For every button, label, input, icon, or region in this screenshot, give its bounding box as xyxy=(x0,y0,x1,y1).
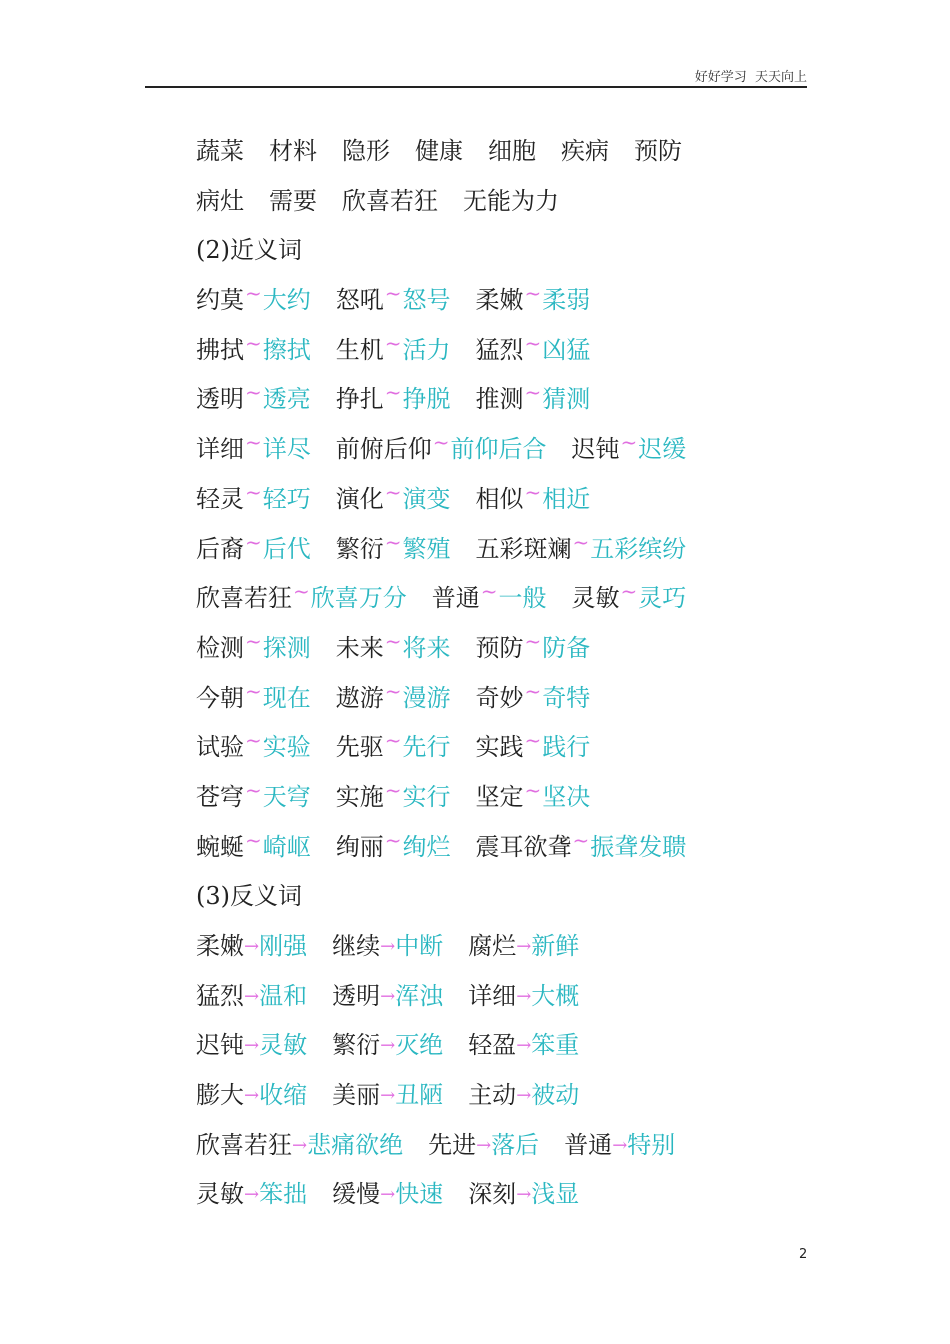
synonym-answer: 实行 xyxy=(402,782,451,811)
antonym-answer: 被动 xyxy=(531,1081,580,1110)
antonym-pair xyxy=(332,972,443,1024)
synonym-answer: 五彩缤纷 xyxy=(590,534,687,563)
term: 灵敏 xyxy=(571,584,620,613)
term: 迟钝 xyxy=(571,435,620,464)
tilde-mark: ~ xyxy=(245,827,262,852)
antonym-answer: 特别 xyxy=(627,1130,676,1159)
term: 普通 xyxy=(431,584,480,613)
synonym-answer: 崎岖 xyxy=(262,832,311,861)
tilde-mark: ~ xyxy=(245,678,262,703)
tilde-mark: ~ xyxy=(384,827,402,852)
antonym-answer: 丑陋 xyxy=(395,1081,444,1110)
arrow-icon: → xyxy=(516,1085,532,1107)
antonym-pair xyxy=(196,922,307,974)
tilde-mark: ~ xyxy=(245,728,262,753)
tilde-mark: ~ xyxy=(524,678,542,703)
arrow-icon: → xyxy=(292,1134,308,1156)
synonym-answer: 繁殖 xyxy=(402,534,451,563)
antonym-answer: 中断 xyxy=(395,932,444,960)
vocab-word: 蔬菜 xyxy=(196,137,244,165)
section-title-antonyms: (3)反义词 xyxy=(196,882,302,911)
term: 繁衍 xyxy=(332,1031,381,1060)
synonym-answer: 擦拭 xyxy=(262,335,311,364)
term: 拂拭 xyxy=(196,335,244,364)
antonym-answer: 大概 xyxy=(531,981,580,1010)
synonym-answer: 灵巧 xyxy=(638,584,687,613)
synonym-pair xyxy=(196,276,311,327)
tilde-mark: ~ xyxy=(572,529,590,554)
tilde-mark: ~ xyxy=(572,827,590,852)
term: 柔嫩 xyxy=(196,932,244,960)
antonym-row xyxy=(196,922,836,972)
arrow-icon: → xyxy=(380,985,396,1007)
synonym-answer: 柔弱 xyxy=(542,286,591,315)
antonym-answer: 笨重 xyxy=(531,1031,580,1060)
synonym-pair xyxy=(336,823,451,874)
tilde-mark: ~ xyxy=(384,380,402,405)
vocab-word: 需要 xyxy=(269,186,317,215)
arrow-icon: → xyxy=(380,936,396,957)
antonym-pair xyxy=(196,972,307,1024)
arrow-icon: → xyxy=(244,936,260,957)
term: 猛烈 xyxy=(475,335,524,364)
arrow-icon: → xyxy=(516,936,532,957)
term: 柔嫩 xyxy=(475,286,524,315)
section-title-synonyms: (2)近义词 xyxy=(196,236,302,265)
term: 繁衍 xyxy=(335,534,384,563)
tilde-mark: ~ xyxy=(620,579,638,604)
synonym-answer: 凶猛 xyxy=(542,335,591,364)
antonym-pair xyxy=(468,1170,579,1222)
term: 继续 xyxy=(332,932,381,960)
term: 膨大 xyxy=(196,1081,244,1110)
synonym-answer: 详尽 xyxy=(262,435,311,464)
synonym-pair xyxy=(196,624,311,675)
synonym-pair xyxy=(196,525,311,576)
synonym-pair xyxy=(196,773,311,824)
term: 主动 xyxy=(468,1081,517,1110)
synonym-answer: 将来 xyxy=(402,633,451,662)
term: 检测 xyxy=(196,633,244,662)
document-body xyxy=(196,127,836,1220)
arrow-icon: → xyxy=(380,1035,396,1057)
synonym-pair xyxy=(336,326,451,377)
arrow-icon: → xyxy=(516,1035,532,1057)
tilde-mark: ~ xyxy=(245,529,262,554)
antonym-answer: 灭绝 xyxy=(395,1031,444,1060)
vocab-word: 隐形 xyxy=(342,137,390,165)
term: 先进 xyxy=(428,1130,477,1159)
tilde-mark: ~ xyxy=(524,380,542,405)
synonym-row xyxy=(196,823,836,873)
tilde-mark: ~ xyxy=(524,479,542,504)
arrow-icon: → xyxy=(612,1134,628,1156)
antonym-answer: 灵敏 xyxy=(259,1031,308,1060)
term: 迟钝 xyxy=(196,1031,244,1060)
synonym-pair xyxy=(476,624,591,675)
synonym-pair xyxy=(476,773,591,824)
synonym-row xyxy=(196,624,836,674)
synonym-row xyxy=(196,773,836,823)
synonym-row xyxy=(196,375,836,425)
term: 轻灵 xyxy=(196,484,244,513)
term: 演化 xyxy=(335,484,384,513)
synonym-pair xyxy=(196,425,311,476)
antonym-pair xyxy=(428,1121,539,1173)
synonym-row xyxy=(196,475,836,525)
term: 透明 xyxy=(196,385,244,414)
antonym-pair xyxy=(468,1071,579,1123)
antonym-answer: 浑浊 xyxy=(395,981,444,1010)
synonym-pair xyxy=(476,723,591,774)
synonym-pair xyxy=(476,276,591,327)
term: 前俯后仰 xyxy=(335,435,432,464)
tilde-mark: ~ xyxy=(293,579,310,604)
synonym-answer: 防备 xyxy=(542,633,591,662)
synonym-answer: 天穹 xyxy=(262,782,311,811)
word-list-row xyxy=(196,177,836,227)
arrow-icon: → xyxy=(380,1184,396,1206)
synonym-answer: 漫游 xyxy=(402,683,451,712)
antonym-answer: 落后 xyxy=(491,1130,540,1159)
vocab-word: 细胞 xyxy=(488,137,536,165)
term: 美丽 xyxy=(332,1081,381,1110)
vocab-word: 预防 xyxy=(634,137,682,165)
antonym-row xyxy=(196,972,836,1022)
synonym-row xyxy=(196,276,836,326)
term: 挣扎 xyxy=(335,385,384,414)
page-header xyxy=(145,62,807,88)
antonym-pair xyxy=(468,922,579,974)
synonym-answer: 演变 xyxy=(402,484,451,513)
synonym-row xyxy=(196,525,836,575)
arrow-icon: → xyxy=(244,1085,260,1107)
term: 缓慢 xyxy=(332,1180,381,1209)
vocab-word: 病灶 xyxy=(196,186,244,215)
tilde-mark: ~ xyxy=(384,330,402,355)
term: 相似 xyxy=(475,484,524,513)
term: 五彩斑斓 xyxy=(475,534,572,563)
term: 试验 xyxy=(196,733,244,762)
synonym-pair xyxy=(336,723,451,774)
term: 绚丽 xyxy=(335,832,384,861)
synonym-answer: 后代 xyxy=(262,534,311,563)
synonym-pair xyxy=(476,525,687,576)
synonym-pair xyxy=(196,823,311,874)
synonym-answer: 现在 xyxy=(262,683,311,712)
tilde-mark: ~ xyxy=(432,430,450,455)
synonym-answer: 大约 xyxy=(262,286,311,315)
term: 先驱 xyxy=(335,733,384,762)
synonym-pair xyxy=(336,276,451,327)
tilde-mark: ~ xyxy=(384,529,402,554)
synonym-pair xyxy=(196,723,311,774)
synonym-answer: 轻巧 xyxy=(262,484,311,513)
vocab-word: 疾病 xyxy=(561,137,609,165)
term: 怒吼 xyxy=(335,286,384,315)
synonym-pair xyxy=(196,475,311,526)
antonym-answer: 温和 xyxy=(259,981,308,1010)
synonym-pair xyxy=(476,475,591,526)
synonym-pair xyxy=(336,525,451,576)
tilde-mark: ~ xyxy=(384,281,402,306)
synonym-answer: 先行 xyxy=(402,733,451,762)
synonym-answer: 挣脱 xyxy=(402,385,451,414)
tilde-mark: ~ xyxy=(245,380,262,405)
tilde-mark: ~ xyxy=(384,777,402,802)
antonym-answer: 笨拙 xyxy=(259,1180,308,1209)
tilde-mark: ~ xyxy=(245,281,262,306)
term: 未来 xyxy=(335,633,384,662)
synonym-row xyxy=(196,674,836,724)
antonym-pair xyxy=(332,1021,443,1073)
synonym-row xyxy=(196,574,836,624)
synonym-answer: 怒号 xyxy=(402,286,451,315)
synonym-pair xyxy=(336,375,451,426)
antonym-pair xyxy=(332,922,443,974)
term: 坚定 xyxy=(475,782,524,811)
synonym-answer: 迟缓 xyxy=(638,435,687,464)
term: 约莫 xyxy=(196,286,244,315)
synonym-pair xyxy=(476,674,591,725)
tilde-mark: ~ xyxy=(245,330,262,355)
antonym-answer: 新鲜 xyxy=(531,932,580,960)
term: 推测 xyxy=(475,385,524,414)
synonym-pair xyxy=(476,375,591,426)
synonym-pair xyxy=(336,475,451,526)
tilde-mark: ~ xyxy=(384,678,402,703)
synonym-pair xyxy=(336,674,451,725)
synonym-answer: 欣喜万分 xyxy=(310,584,407,613)
arrow-icon: → xyxy=(516,1184,532,1206)
synonym-pair xyxy=(196,375,311,426)
arrow-icon: → xyxy=(244,985,260,1007)
header-text: 好好学习 天天向上 xyxy=(694,70,807,85)
term: 轻盈 xyxy=(468,1031,517,1060)
synonym-answer: 振聋发聩 xyxy=(590,832,687,861)
synonym-answer: 猜测 xyxy=(542,385,591,414)
synonym-answer: 奇特 xyxy=(542,683,591,712)
synonym-pair xyxy=(336,773,451,824)
antonym-row xyxy=(196,1170,836,1220)
term: 后裔 xyxy=(196,534,244,563)
term: 灵敏 xyxy=(196,1180,244,1209)
tilde-mark: ~ xyxy=(524,728,542,753)
term: 预防 xyxy=(475,633,524,662)
synonym-row xyxy=(196,425,836,475)
term: 震耳欲聋 xyxy=(475,832,572,861)
synonym-answer: 实验 xyxy=(262,733,311,762)
antonym-answer: 悲痛欲绝 xyxy=(307,1130,404,1159)
term: 详细 xyxy=(468,981,517,1010)
synonym-pair xyxy=(572,425,687,476)
term: 深刻 xyxy=(468,1180,517,1209)
synonym-answer: 前仰后合 xyxy=(450,435,547,464)
vocab-word: 欣喜若狂 xyxy=(342,186,438,215)
term: 苍穹 xyxy=(196,782,244,811)
tilde-mark: ~ xyxy=(245,628,262,653)
antonym-answer: 浅显 xyxy=(531,1180,580,1209)
antonym-pair xyxy=(564,1121,675,1173)
term: 猛烈 xyxy=(196,981,244,1010)
synonym-answer: 践行 xyxy=(542,733,591,762)
antonym-answer: 收缩 xyxy=(259,1081,308,1110)
antonym-pair xyxy=(196,1170,307,1222)
synonym-answer: 一般 xyxy=(498,584,547,613)
antonym-pair xyxy=(196,1121,403,1173)
term: 欣喜若狂 xyxy=(196,1130,292,1159)
term: 实施 xyxy=(335,782,384,811)
synonym-pair xyxy=(572,574,687,625)
term: 遨游 xyxy=(335,683,384,712)
synonym-pair xyxy=(336,425,547,476)
synonym-pair xyxy=(336,624,451,675)
synonym-pair xyxy=(196,574,407,625)
term: 蜿蜒 xyxy=(196,832,244,861)
term: 欣喜若狂 xyxy=(196,584,292,613)
synonym-pair xyxy=(476,823,687,874)
vocab-word: 健康 xyxy=(415,137,463,165)
arrow-icon: → xyxy=(244,1184,260,1206)
synonym-answer: 绚烂 xyxy=(402,832,451,861)
term: 奇妙 xyxy=(475,683,524,712)
term: 腐烂 xyxy=(468,932,517,960)
term: 生机 xyxy=(335,335,384,364)
synonym-pair xyxy=(196,674,311,725)
synonym-answer: 活力 xyxy=(402,335,451,364)
vocab-word: 无能为力 xyxy=(463,186,559,215)
tilde-mark: ~ xyxy=(524,281,542,306)
antonym-pair xyxy=(332,1170,443,1222)
tilde-mark: ~ xyxy=(384,479,402,504)
vocab-word: 材料 xyxy=(269,137,317,165)
term: 普通 xyxy=(564,1130,613,1159)
term: 实践 xyxy=(475,733,524,762)
antonym-pair xyxy=(196,1021,307,1073)
page-number: 2 xyxy=(799,1247,808,1262)
synonym-answer: 相近 xyxy=(542,484,591,513)
antonym-answer: 快速 xyxy=(395,1180,444,1209)
synonym-pair xyxy=(432,574,547,625)
synonym-row xyxy=(196,326,836,376)
tilde-mark: ~ xyxy=(620,430,638,455)
tilde-mark: ~ xyxy=(524,330,542,355)
antonym-answer: 刚强 xyxy=(259,932,308,960)
antonym-pair xyxy=(332,1071,443,1123)
antonym-pair xyxy=(196,1071,307,1123)
tilde-mark: ~ xyxy=(384,628,402,653)
arrow-icon: → xyxy=(380,1085,396,1107)
term: 透明 xyxy=(332,981,381,1010)
synonym-answer: 透亮 xyxy=(262,385,311,414)
arrow-icon: → xyxy=(476,1134,492,1156)
antonym-pair xyxy=(468,972,579,1024)
antonym-row xyxy=(196,1021,836,1071)
antonym-row xyxy=(196,1121,836,1171)
antonym-pair xyxy=(468,1021,579,1073)
synonym-answer: 坚决 xyxy=(542,782,591,811)
tilde-mark: ~ xyxy=(524,777,542,802)
tilde-mark: ~ xyxy=(480,579,498,604)
antonym-row xyxy=(196,1071,836,1121)
tilde-mark: ~ xyxy=(245,777,262,802)
term: 详细 xyxy=(196,435,244,464)
tilde-mark: ~ xyxy=(384,728,402,753)
synonym-pair xyxy=(196,326,311,377)
word-list-row xyxy=(196,127,836,177)
tilde-mark: ~ xyxy=(245,430,262,455)
synonym-row xyxy=(196,723,836,773)
synonym-pair xyxy=(476,326,591,377)
term: 今朝 xyxy=(196,683,244,712)
arrow-icon: → xyxy=(244,1035,260,1057)
tilde-mark: ~ xyxy=(245,479,262,504)
arrow-icon: → xyxy=(516,985,532,1007)
synonym-answer: 探测 xyxy=(262,633,311,662)
tilde-mark: ~ xyxy=(524,628,542,653)
